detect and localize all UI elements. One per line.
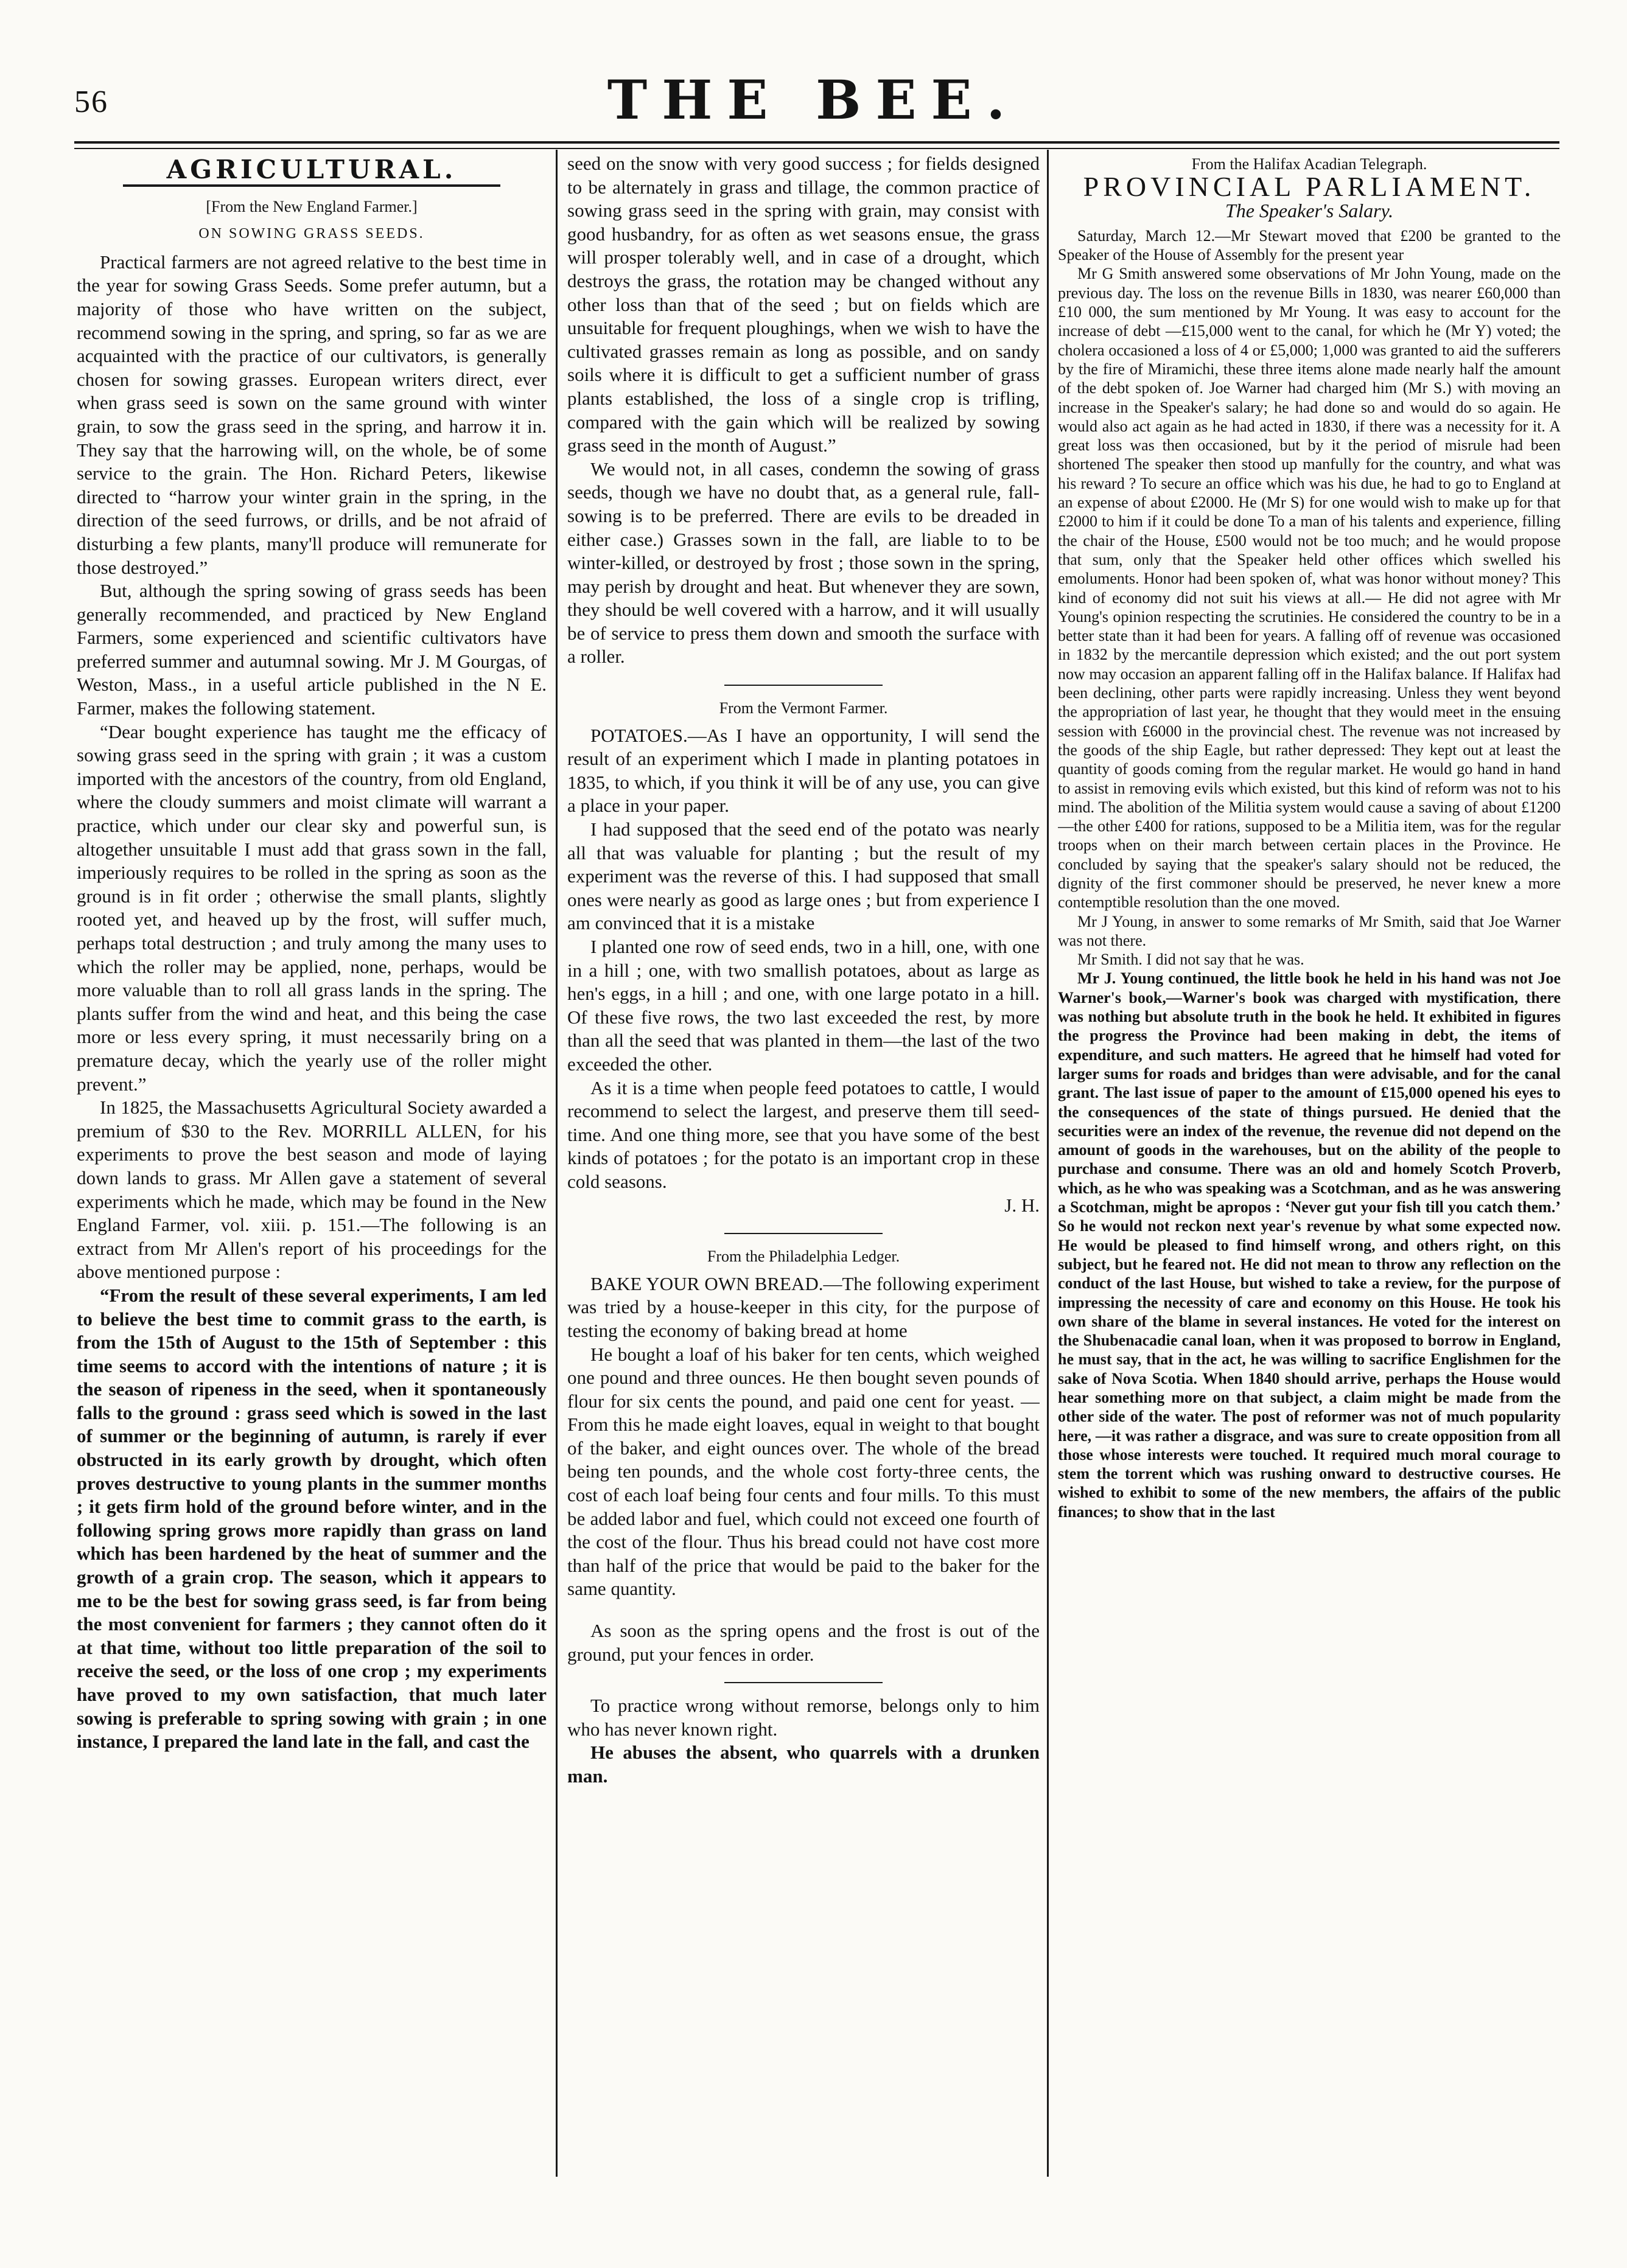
header-rule [74,141,1559,149]
paragraph: In 1825, the Massachusetts Agricultural Society awarded a premium of $30 to the Rev. MORRILL ALLEN, for his experiments to prove the best season and mode of laying down lands to grass. Mr Allen gave a statement of several experiments which he made, which may be found in the New England Farmer, vol. xiii. p. 151.—The following is an extract from Mr Allen's report of his proceedings for the above mentioned purpose : [77,1097,547,1283]
paragraph: I had supposed that the seed end of the potato was nearly all that was valuable for planting ; but the result of my experiment was the reverse of this. I had supposed that small ones were nearly as good as large ones ; but from experience I am convinced that it is a mistake [567,818,1040,934]
paragraph: I planted one row of seed ends, two in a hill, one, with one in a hill ; one, with two smallish potatoes, about as large as hen's eggs, in a hill ; and one, with one large potato in a hill. Of these five rows, the two last exceeded the rest, by more than all the seed that was planted in them—the last of the two exceeded the other. [567,936,1040,1075]
note: As soon as the spring opens and the frost is out of the ground, put your fences in order. [567,1620,1040,1665]
paragraph: Practical farmers are not agreed relative to the best time in the year for sowing Grass Seeds. Some prefer autumn, but a majority of those who have written on the subject, recommend sowing in the spring, and spring, so far as we are acquainted with the practice of our cultivators, is generally chosen for sowing grasses. European writers direct, ever when grass seed is sown on the same ground with winter grain, to sow the grass seed in the spring, and harrow it in. They say that the harrowing will, on the whole, be of some service to the grain. The Hon. Richard Peters, likewise directed to “harrow your winter grain in the spring, in the direction of the seed furrows, or drills, and be not afraid of disturbing a few plants, many'll produce will remunerate for those destroyed.” [77,251,547,578]
paragraph-continued: seed on the snow with very good success ; for fields designed to be alternately in grass and tillage, the common practice of sowing grass seed in the spring with grain, may consist with good husbandry, for as often as wet seasons ensue, the grass will prosper tolerably well, and in case of a drought, which destroys the grass, the rotation may be changed without any other loss than that of the seed ; but on fields which are unsuitable for frequent ploughings, when we wish to have the cultivated grasses remain as long as possible, and on sandy soils where it is difficult to get a sufficient number of grass plants established, the loss of a single crop is trifling, compared with the gain which will be realized by sowing grass seed in the month of August.” [567,153,1040,456]
section-title: AGRICULTURAL. [166,155,457,184]
page-number: 56 [74,85,108,119]
title-underline [123,184,500,187]
column-middle [567,152,1040,2166]
divider [724,1233,883,1234]
paragraph: Mr J Young, in answer to some remarks of Mr Smith, said that Joe Warner was not there. [1058,912,1561,949]
column-agricultural [77,152,547,2166]
paragraph: We would not, in all cases, condemn the sowing of grass seeds, though we have no doubt that, as a general rule, fall-sowing is to be preferred. There are evils to be dreaded in either case.) Grasses sown in the fall, are liable to to be winter-killed, or destroyed by frost ; those sown in the spring, may perish by drought and heat. But whenever they are sown, they should be well covered with a harrow, and it will usually be of service to press them down and smooth the surface with a roller. [567,458,1040,668]
paragraph: “From the result of these several experiments, I am led to believe the best time to commit grass to the earth, is from the 15th of August to the 15th of September : this time seems to accord with the intentions of nature ; it is the season of ripeness in the seed, when it spontaneously falls to the ground : grass seed which is sowed in the last of summer or the beginning of autumn, is rarely if ever obstructed in its early growth by drought, which often proves destructive to young plants in the summer months ; it gets firm hold of the ground before winter, and in the following spring grows more rapidly than grass on land which has been hardened by the heat of summer and the growth of a grain crop. The season, which it appears to me to be the best for sowing grass seed, is far from being the most convenient for farmers ; they cannot often do it at that time, without too little preparation of the soil to receive the seed, or the loss of one crop ; my experiments have proved to my own satisfaction, that much later sowing is preferable to spring sowing with grain ; in one instance, I prepared the land late in the fall, and cast the [77,1284,547,1753]
divider [724,1682,883,1683]
article-source: From the Vermont Farmer. [719,699,888,717]
paragraph: He bought a loaf of his baker for ten cents, which weighed one pound and three ounces. He then bought seven pounds of flour for six cents the pound, and paid one cent for yeast. —From this he made eight loaves, equal in weight to that bought of the baker, and eight ounces over. The whole of the bread being ten pounds, and the whole cost forty-three cents, the cost of each loaf being four cents and four mills. To this must be added labor and fuel, which could not exceed one fourth of the cost of the flour. Thus his bread could not have cost more than half of the price that would be paid to the baker for the same quantity. [567,1343,1040,1600]
paragraph: BAKE YOUR OWN BREAD.—The following experiment was tried by a house-keeper in this city, for the purpose of testing the economy of baking bread at home [567,1272,1040,1341]
signature: J. H. [1004,1194,1040,1216]
column-divider [556,150,558,2177]
paragraph: POTATOES.—As I have an opportunity, I will send the result of an experiment which I made in planting potatoes in 1835, to which, if you think it will be of any use, you can give a place in your paper. [567,724,1040,817]
article-source: [From the New England Farmer.] [206,197,418,215]
paragraph: But, although the spring sowing of grass seeds has been generally recommended, and practiced by New England Farmers, some experienced and scientific cultivators have preferred summer and autumnal sowing. Mr J. M Gourgas, of Weston, Mass., in a useful article published in the N E. Farmer, makes the following statement. [77,580,547,719]
divider [724,685,883,686]
paragraph: “Dear bought experience has taught me the efficacy of sowing grass seed in the spring with grain ; it was a custom imported with the ancestors of the country, from old England, where the cloudy summers and moist climate will warrant a practice, which under our clear sky and powerful sun, is altogether unsuitable I must add that grass sown in the fall, imperiously requires to be rolled in the spring as soon as the ground is in fit order ; otherwise the small plants, slightly rooted yet, and heaved up by the frost, will suffer much, perhaps total destruction ; and truly among the many uses to which the roller may be applied, none, perhaps, would be more valuable than to roll all grass lands in the spring. The plants suffer from the wind and heat, and this being the case more or less every spring, it must necessarily bring on a premature decay, which the yearly use of the roller might prevent.” [77,721,547,1095]
masthead: THE BEE. [607,68,1020,131]
article-source: From the Philadelphia Ledger. [707,1247,900,1266]
paragraph: Mr J. Young continued, the little book he held in his hand was not Joe Warner's book,—Warner's book was charged with mystification, there was nothing but absolute truth in the book he held. It exhibited in figures the progress the Province had been making in debt, the items of expenditure, and such matters. He agreed that he himself had voted for larger sums for roads and bridges than were advisable, and for the canal grant. The last issue of paper to the amount of £15,000 opened his eyes to the consequences of the state of things pursued. He denied that the securities were an index of the revenue, the revenue did not depend on the amount of goods in the warehouses, but on the ability of the people to purchase and consume. There was an old and homely Scotch Proverb, which, as he who was speaking was a Scotchman, and as he was answering a Scotchman, might be apropos : ‘Never gut your fish till you catch them.’ So he would not reckon next year's revenue by what some expected now. He would be pleased to find himself wrong, and others right, on this subject, but he feared not. He did not mean to throw any reflection on the conduct of the last House, but wished to take a review, for the purpose of impressing the necessity of care and economy on this House. He took his own share of the blame in several instances. He voted for the interest on the Shubenacadie canal loan, when it was proposed to borrow in England, he must say, that in the act, he was willing to sacrifice Englishmen for the sake of Nova Scotia. When 1840 should arrive, perhaps the House would hear something more on that subject, a claim might be made from the other side of the water. The post of reformer was not of much popularity here, —it was rather a disgrace, and was sure to create opposition from all those whose interests were touched. It required much moral courage to stem the torrent which was rushing onward to destructive courses. He wished to exhibit to some of the new members, the affairs of the public finances; to show that in the last [1058,969,1561,1521]
article-subtitle: The Speaker's Salary. [1225,199,1394,222]
column-divider [1047,150,1049,2177]
paragraph: As it is a time when people feed potatoes to cattle, I would recommend to select the largest, and preserve them till seed-time. And one thing more, see that you have some of the best kinds of potatoes ; for the potato is an important crop in these cold seasons. [567,1076,1040,1192]
column-parliament [1058,152,1561,2166]
maxim: He abuses the absent, who quarrels with a drunken man. [567,1742,1040,1787]
article-source: From the Halifax Acadian Telegraph. [1191,155,1427,173]
article-subtitle: ON SOWING GRASS SEEDS. [198,226,425,242]
paragraph: Mr G Smith answered some observations of Mr John Young, made on the previous day. The loss on the revenue Bills in 1830, was nearer £60,000 than £10 000, the sum mentioned by Mr Young. It was easy to account for the increase of debt —£15,000 went to the canal, for which he (Mr Y) voted; the cholera occasioned a loss of 4 or £5,000; 1,000 was granted to aid the sufferers by the fire of Miramichi, these three items alone made nearly half the amount of the debt spoken of. Joe Warner had charged him (Mr S.) with moving an increase in the Speaker's salary; he had done so and would do so again. He would also act again as he had acted in 1830, if there was a necessity for it. A great loss was then occasioned, but by it the period of misrule had been shortened The speaker then stood up manfully for the country, and what was his reward ? To secure an office which was his due, he had to go to England at an expense of about £2000. He (Mr S) for one would wish to make up for that £2000 to him if it could be done To a man of his talents and experience, filling the chair of the House, £500 would not be too much; and he would propose that sum, only that the Speaker held other offices which swelled his emoluments. Honor had been spoken of, what was honor without money? This kind of economy did not suit his views at all.— He did not agree with Mr Young's opinion respecting the scrutinies. He considered the country to be in a better state than it had been for years. A falling off of revenue was occasioned in 1832 by the mercantile depression which existed; and the out port system now may occasion an apparent falling off in the Halifax balance. If Halifax had been declining, other parts were rapidly increasing. Unless they went beyond the appropriation of last year, he thought that they would meet in the ensuing session with £6000 in the provincial chest. The revenue was not increased by the goods of the ship Eagle, but rather depressed: They kept out at least the quantity of goods coming from the regular market. He would go hand in hand to assist in removing evils which existed, but this kind of reform was not to his mind. The abolition of the Militia system would cause a saving of about £1200—the other £400 for rations, supposed to be a Militia item, was for the regular troops when on their march between certain places in the Province. He concluded by saying that the speaker's salary should not be reduced, the dignity of the first commoner should be preserved, he never knew a more contemptible resolution than the one moved. [1058,265,1561,912]
paragraph: Mr Smith. I did not say that he was. [1077,951,1304,969]
article-title: PROVINCIAL PARLIAMENT. [1083,171,1536,203]
maxim: To practice wrong without remorse, belongs only to him who has never known right. [567,1695,1040,1740]
paragraph: Saturday, March 12.—Mr Stewart moved that £200 be granted to the Speaker of the House of Assembly for the present year [1058,226,1561,264]
